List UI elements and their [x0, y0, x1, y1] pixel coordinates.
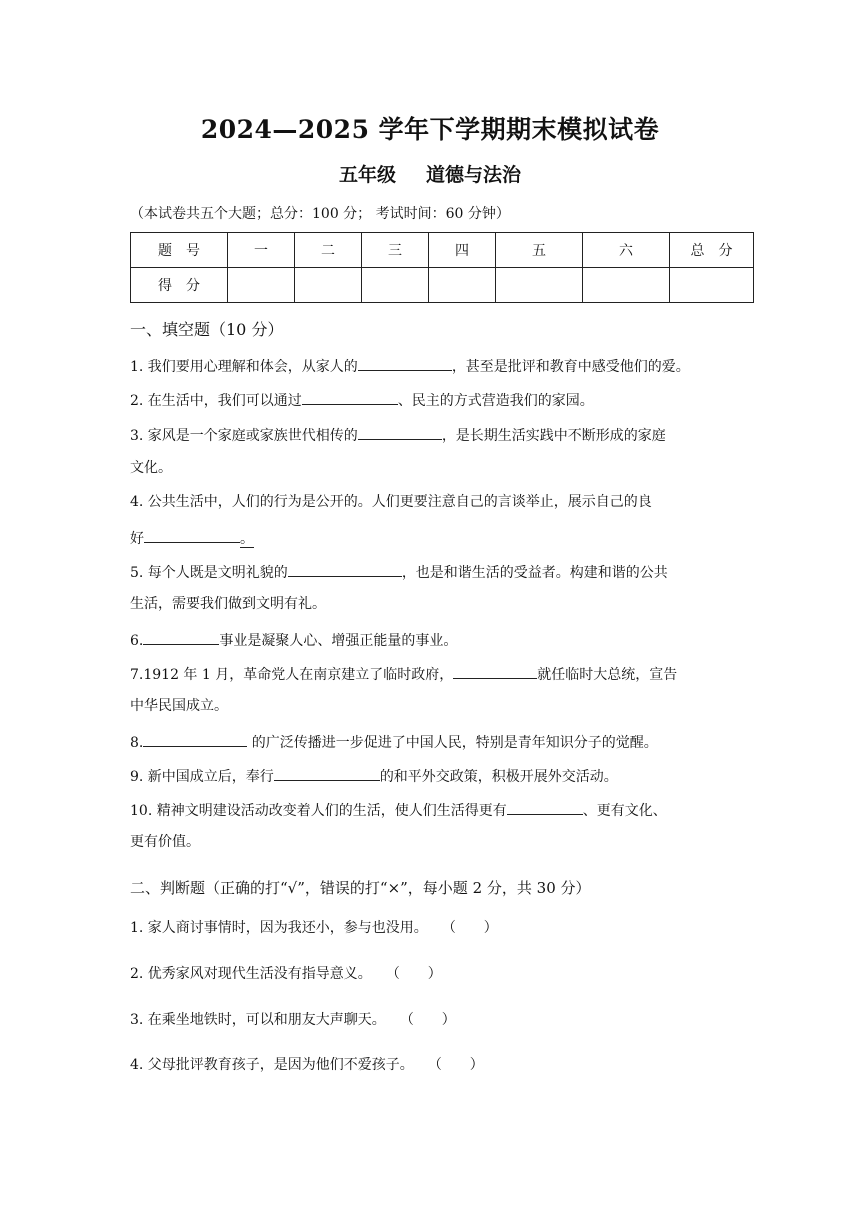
fill-question-2: 2. 在生活中，我们可以通过 、民主的方式营造我们的家园。: [130, 390, 740, 410]
section-1-heading: 一、填空题（10 分）: [130, 320, 284, 339]
fill-question-4: 4. 公共生活中，人们的行为是公开的。人们更要注意自己的言谈举止，展示自己的良: [130, 494, 652, 510]
score-header-cell: 六: [583, 233, 670, 268]
answer-blank[interactable]: [143, 732, 247, 747]
exam-subtitle: [0, 160, 860, 187]
score-table-score-row: [131, 268, 754, 303]
fill-question-8: 8. 的广泛传播进一步促进了中国人民，特别是青年知识分子的觉醒。: [130, 732, 740, 752]
answer-blank[interactable]: [144, 528, 240, 543]
fill-question-9: 9. 新中国成立后，奉行 的和平外交政策，积极开展外交活动。: [130, 766, 740, 786]
fill-question-6: 6. 事业是凝聚人心、增强正能量的事业。: [130, 630, 740, 650]
score-header-cell: 一: [228, 233, 295, 268]
score-table-header-row: [131, 233, 754, 268]
answer-blank[interactable]: [302, 390, 398, 405]
fill-question-10-cont: 更有价值。: [130, 834, 200, 850]
answer-blank[interactable]: [274, 766, 380, 781]
subject-label: 道德与法治: [426, 164, 522, 186]
score-table: [130, 232, 754, 303]
score-cell[interactable]: [295, 268, 362, 303]
judge-question-1: 1. 家人商讨事情时，因为我还小，参与也没用。 （ ）: [130, 920, 498, 936]
score-cell[interactable]: [429, 268, 496, 303]
score-header-cell: 总 分: [670, 233, 754, 268]
answer-blank[interactable]: [507, 800, 583, 815]
section-2-heading: 二、判断题（正确的打“√”，错误的打“×”，每小题 2 分，共 30 分）: [130, 879, 591, 897]
judge-question-2: 2. 优秀家风对现代生活没有指导意义。 （ ）: [130, 966, 442, 982]
score-header-cell: 四: [429, 233, 496, 268]
score-cell[interactable]: [228, 268, 295, 303]
score-header-cell: 五: [496, 233, 583, 268]
fill-question-4-cont: 好 。: [130, 528, 740, 548]
score-cell[interactable]: [670, 268, 754, 303]
answer-blank[interactable]: [288, 562, 402, 577]
score-cell[interactable]: [362, 268, 429, 303]
fill-question-10: 10. 精神文明建设活动改变着人们的生活，使人们生活得更有 、更有文化、: [130, 800, 740, 820]
fill-question-7: 7.1912 年 1 月，革命党人在南京建立了临时政府， 就任临时大总统，宣告: [130, 664, 740, 684]
judge-question-4: 4. 父母批评教育孩子，是因为他们不爱孩子。 （ ）: [130, 1057, 484, 1073]
fill-question-3: 3. 家风是一个家庭或家族世代相传的 ，是长期生活实践中不断形成的家庭: [130, 425, 740, 445]
answer-blank[interactable]: [143, 630, 219, 645]
answer-parentheses[interactable]: （ ）: [427, 1057, 484, 1073]
fill-question-5: 5. 每个人既是文明礼貌的 ，也是和谐生活的受益者。构建和谐的公共: [130, 562, 740, 582]
exam-title: 2024—2025 学年下学期期末模拟试卷: [200, 115, 660, 144]
score-cell[interactable]: [496, 268, 583, 303]
judge-question-3: 3. 在乘坐地铁时，可以和朋友大声聊天。 （ ）: [130, 1012, 456, 1028]
fill-question-7-cont: 中华民国成立。: [130, 698, 228, 714]
answer-blank[interactable]: [358, 356, 452, 371]
fill-question-5-cont: 生活，需要我们做到文明有礼。: [130, 596, 326, 612]
score-header-cell: 二: [295, 233, 362, 268]
score-header-cell: 三: [362, 233, 429, 268]
score-row-label: 得 分: [131, 268, 228, 303]
score-cell[interactable]: [583, 268, 670, 303]
answer-parentheses[interactable]: （ ）: [441, 920, 498, 936]
score-header-cell: 题 号: [131, 233, 228, 268]
grade-label: 五年级: [338, 164, 396, 186]
fill-question-3-cont: 文化。: [130, 460, 172, 476]
answer-blank[interactable]: [358, 425, 442, 440]
exam-note: （本试卷共五个大题；总分：100 分； 考试时间：60 分钟）: [130, 206, 510, 222]
fill-question-1: 1. 我们要用心理解和体会，从家人的 ，甚至是批评和教育中感受他们的爱。: [130, 356, 740, 376]
answer-parentheses[interactable]: （ ）: [399, 1012, 456, 1028]
answer-blank[interactable]: [453, 664, 537, 679]
answer-parentheses[interactable]: （ ）: [385, 966, 442, 982]
